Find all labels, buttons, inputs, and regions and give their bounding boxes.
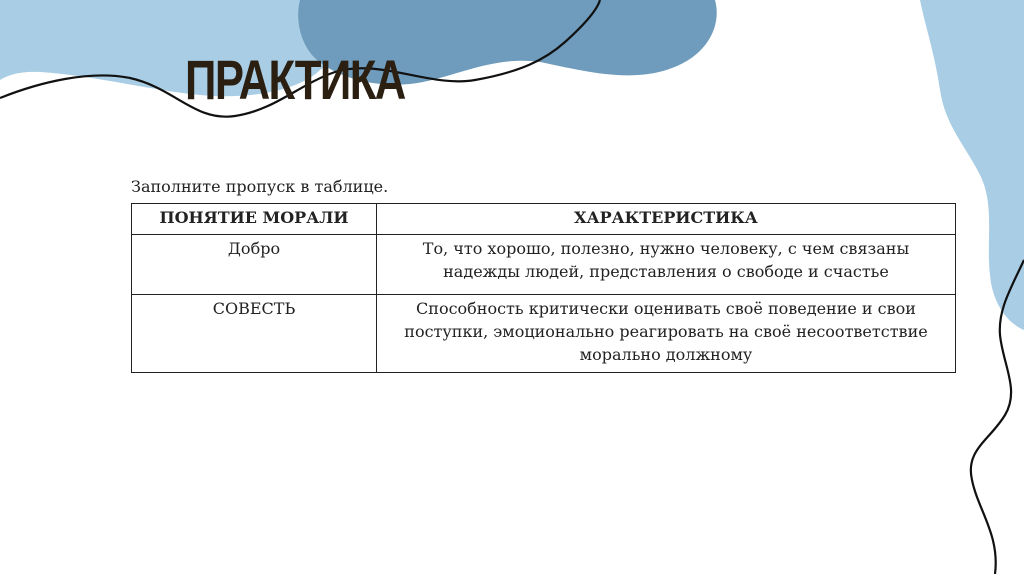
instruction-text: Заполните пропуск в таблице. [131, 177, 389, 196]
header-concept: ПОНЯТИЕ МОРАЛИ [132, 204, 377, 235]
slide-title: ПРАКТИКА [185, 48, 405, 111]
table-header-row [132, 204, 956, 235]
concept-cell: Добро [132, 235, 377, 295]
description-cell: То, что хорошо, полезно, нужно человеку, с чем связаны надежды людей, представления о свободе и счастье [377, 235, 956, 295]
table-row [132, 295, 956, 373]
description-cell: Способность критически оценивать своё поведение и свои поступки, эмоционально реагировать на своё несоответствие морально должному [377, 295, 956, 373]
table-row [132, 235, 956, 295]
concept-cell: СОВЕСТЬ [132, 295, 377, 373]
header-characteristic: ХАРАКТЕРИСТИКА [377, 204, 956, 235]
morals-table [131, 203, 956, 373]
